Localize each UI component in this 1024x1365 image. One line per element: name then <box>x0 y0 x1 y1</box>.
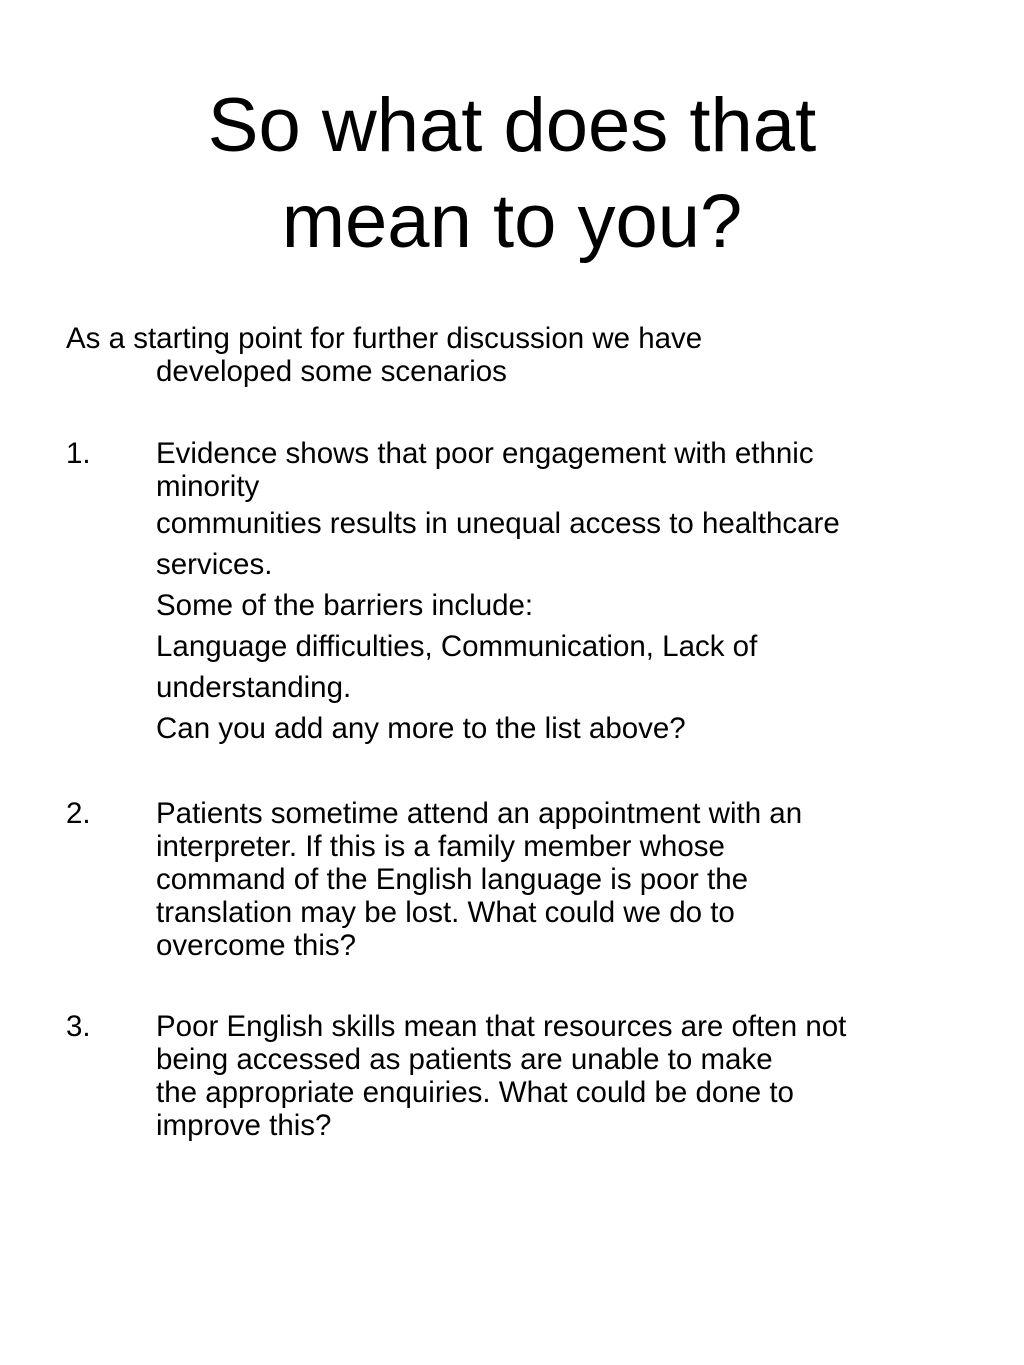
item-line: minority <box>156 470 260 503</box>
scenario-item-1 <box>66 437 966 749</box>
item-content <box>156 797 966 962</box>
item-line: improve this? <box>156 1109 332 1142</box>
item-line: the appropriate enquiries. What could be done to <box>156 1076 794 1109</box>
item-line: understanding. <box>156 671 352 704</box>
item-line: command of the English language is poor the <box>156 863 749 896</box>
intro-line-1: As a starting point for further discussion we have <box>66 322 703 355</box>
item-content <box>156 1010 966 1142</box>
item-line: translation may be lost. What could we do to <box>156 896 735 929</box>
item-line: Patients sometime attend an appointment with an <box>156 797 803 830</box>
item-line: Can you add any more to the list above? <box>156 712 686 745</box>
item-line: services. <box>156 548 273 581</box>
scenario-item-3 <box>66 1010 966 1142</box>
slide-title <box>0 78 1024 270</box>
title-line-1: So what does that <box>207 83 817 168</box>
intro-line-2: developed some scenarios <box>156 355 507 388</box>
item-number: 3. <box>66 1010 91 1043</box>
title-line-2: mean to you? <box>281 179 743 264</box>
item-number: 2. <box>66 797 91 830</box>
item-line: being accessed as patients are unable to make <box>156 1043 773 1076</box>
item-line: Evidence shows that poor engagement with ethnic <box>156 437 814 470</box>
item-content <box>156 437 966 749</box>
item-line: Poor English skills mean that resources are often not <box>156 1010 847 1043</box>
item-line: communities results in unequal access to healthcare <box>156 507 840 540</box>
item-line: Language difficulties, Communication, Lack of <box>156 630 758 663</box>
intro-paragraph <box>66 322 966 388</box>
item-line: overcome this? <box>156 929 357 962</box>
item-number: 1. <box>66 437 91 470</box>
scenario-item-2 <box>66 797 966 962</box>
item-line: Some of the barriers include: <box>156 589 534 622</box>
item-line: interpreter. If this is a family member whose <box>156 830 725 863</box>
